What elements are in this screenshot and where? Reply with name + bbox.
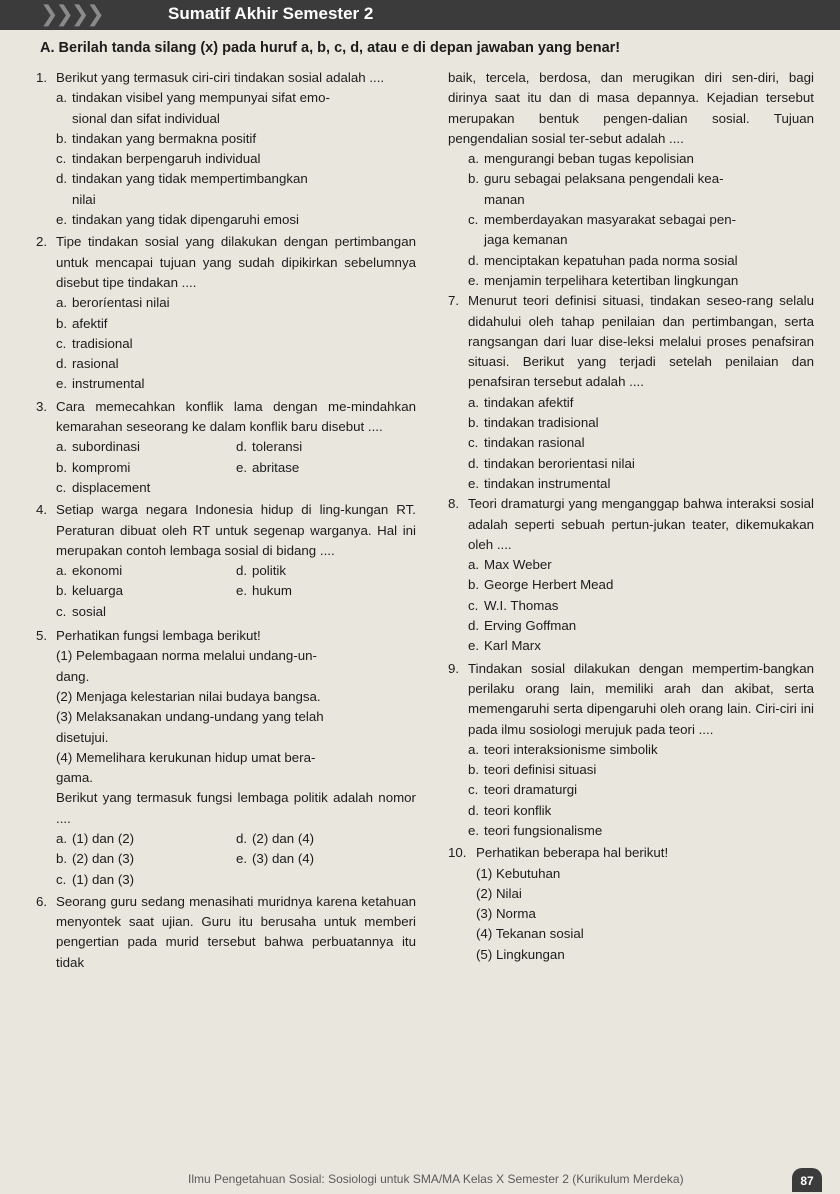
option-letter: e. xyxy=(236,459,248,475)
answer-option xyxy=(36,169,416,189)
answer-option xyxy=(56,478,246,498)
option-letter: c. xyxy=(56,871,67,887)
option-letter: e. xyxy=(468,475,480,491)
list-item: (3) Norma xyxy=(476,906,536,922)
option-text: rasional xyxy=(72,356,119,372)
answer-option xyxy=(448,780,814,800)
question-text: Berikut yang termasuk ciri-ciri tindakan sosial adalah .... xyxy=(56,70,385,85)
question-number: 6. xyxy=(36,893,48,909)
option-text: politik xyxy=(252,563,286,579)
option-letter xyxy=(468,230,484,250)
answer-option xyxy=(448,190,814,210)
question-8 xyxy=(448,494,814,555)
option-letter: b. xyxy=(468,762,480,778)
answer-option xyxy=(236,458,416,478)
answer-option xyxy=(448,801,814,821)
option-text: Erving Goffman xyxy=(484,618,577,634)
option-text: Max Weber xyxy=(484,557,552,573)
answer-option-row xyxy=(36,849,416,869)
option-letter: b. xyxy=(468,415,480,431)
list-item: disetujui. xyxy=(56,729,109,745)
option-text: tindakan visibel yang mempunyai sifat emo- xyxy=(72,90,330,106)
option-letter: a. xyxy=(56,830,68,846)
question-1 xyxy=(36,68,416,88)
option-letter: e. xyxy=(56,212,68,228)
option-letter: c. xyxy=(468,782,479,798)
question-7 xyxy=(448,291,814,392)
question-text: Berikut yang termasuk fungsi lembaga politik adalah nomor .... xyxy=(56,790,416,826)
page-title: Sumatif Akhir Semester 2 xyxy=(168,4,374,23)
option-letter: d. xyxy=(468,618,480,634)
option-letter: e. xyxy=(236,583,248,599)
answer-option xyxy=(448,230,814,250)
left-column xyxy=(36,68,416,973)
question-number: 3. xyxy=(36,398,48,414)
option-text: keluarga xyxy=(72,583,124,599)
option-text: memberdayakan masyarakat sebagai pen- xyxy=(484,212,737,228)
option-letter: d. xyxy=(468,252,480,268)
option-letter: c. xyxy=(56,479,67,495)
option-text: tindakan berorientasi nilai xyxy=(484,455,635,471)
option-letter xyxy=(56,190,72,210)
option-letter: a. xyxy=(468,557,480,573)
answer-option-row xyxy=(36,478,416,498)
answer-option-row xyxy=(36,561,416,581)
option-letter: e. xyxy=(468,822,480,838)
option-letter: b. xyxy=(468,171,480,187)
answer-option xyxy=(236,849,416,869)
option-text: instrumental xyxy=(72,376,145,392)
option-letter: e. xyxy=(236,851,248,867)
option-letter: c. xyxy=(468,597,479,613)
answer-option xyxy=(56,458,236,478)
answer-option xyxy=(448,555,814,575)
answer-option xyxy=(36,334,416,354)
instruction: A. Berilah tanda silang (x) pada huruf a, b, c, d, atau e di depan jawaban yang benar! xyxy=(40,40,621,56)
question-number: 5. xyxy=(36,628,48,644)
question-4 xyxy=(36,500,416,561)
option-text: displacement xyxy=(72,479,151,495)
option-letter: d. xyxy=(56,356,68,372)
option-letter: b. xyxy=(56,130,68,146)
option-text: tindakan yang tidak mempertimbangkan xyxy=(72,171,308,187)
answer-option xyxy=(448,393,814,413)
answer-option xyxy=(448,433,814,453)
answer-option xyxy=(56,829,236,849)
answer-option xyxy=(448,169,814,189)
answer-option xyxy=(448,740,814,760)
footer: Ilmu Pengetahuan Sosial: Sosiologi untuk SMA/MA Kelas X Semester 2 (Kurikulum Merdeka) xyxy=(188,1172,684,1186)
option-text: tindakan berpengaruh individual xyxy=(72,151,261,167)
option-letter: d. xyxy=(468,455,480,471)
list-item: dang. xyxy=(56,668,90,684)
option-text: kompromi xyxy=(72,459,131,475)
question-5 xyxy=(36,626,416,646)
answer-option xyxy=(236,581,416,601)
answer-option-row xyxy=(36,437,416,457)
answer-option xyxy=(36,293,416,313)
answer-option-row xyxy=(36,870,416,890)
question-text: Perhatikan beberapa hal berikut! xyxy=(476,845,669,861)
option-text: tindakan rasional xyxy=(484,435,585,451)
option-text: teori konflik xyxy=(484,802,552,818)
option-letter: a. xyxy=(56,439,68,455)
answer-option xyxy=(448,413,814,433)
answer-option xyxy=(448,616,814,636)
option-text: teori fungsionalisme xyxy=(484,822,603,838)
question-text: baik, tercela, berdosa, dan merugikan diri sen-diri, bagi dirinya saat itu dan di masa depannya. Kejadian tersebut merupakan bentuk pengen-dalian sosial. Tujuan pengendalian sosial ter-sebut adalah .... xyxy=(448,70,814,146)
right-column xyxy=(448,68,814,965)
question-9 xyxy=(448,659,814,740)
option-letter: a. xyxy=(468,151,480,167)
question-text: Cara memecahkan konflik lama dengan me-mindahkan kemarahan seseorang ke dalam konflik baru disebut .... xyxy=(56,398,416,435)
answer-option xyxy=(36,190,416,210)
option-letter: d. xyxy=(236,830,248,846)
list-item: (5) Lingkungan xyxy=(476,946,565,962)
page-number: 87 xyxy=(792,1168,822,1192)
answer-option-row xyxy=(36,581,416,601)
question-text: Menurut teori definisi situasi, tindakan seseo-rang selalu didahului oleh tahap penilaian dan pertimbangan, serta rangsangan dari luar dise-leksi melalui proses penafsiran situasi. Berikut yang terjadi setelah penilaian dan penafsiran tersebut adalah .... xyxy=(468,293,814,390)
list-item: (1) Pelembagaan norma melalui undang-un- xyxy=(56,648,317,664)
option-letter: c. xyxy=(56,603,67,619)
question-3 xyxy=(36,397,416,438)
question-number: 10. xyxy=(448,845,467,861)
option-text: toleransi xyxy=(252,439,303,455)
option-text: afektif xyxy=(72,315,108,331)
option-text: tindakan instrumental xyxy=(484,475,611,491)
option-text: subordinasi xyxy=(72,439,141,455)
option-text: Karl Marx xyxy=(484,638,541,654)
option-text: George Herbert Mead xyxy=(484,577,614,593)
answer-option xyxy=(36,374,416,394)
option-text: menjamin terpelihara ketertiban lingkungan xyxy=(484,272,739,288)
answer-option xyxy=(36,210,416,230)
question-number: 9. xyxy=(448,660,460,676)
answer-option xyxy=(36,88,416,108)
option-letter: a. xyxy=(468,741,480,757)
option-letter: c. xyxy=(56,335,67,351)
option-letter: b. xyxy=(56,851,68,867)
answer-option xyxy=(236,829,416,849)
answer-option xyxy=(36,149,416,169)
answer-option xyxy=(448,149,814,169)
option-letter: c. xyxy=(468,435,479,451)
question-number: 7. xyxy=(448,293,460,309)
answer-option xyxy=(448,474,814,494)
list-item: (4) Tekanan sosial xyxy=(476,926,584,942)
option-letter: d. xyxy=(236,439,248,455)
answer-option xyxy=(56,561,236,581)
option-text: teori dramaturgi xyxy=(484,782,578,798)
list-item: (3) Melaksanakan undang-undang yang telah xyxy=(56,709,324,725)
answer-option xyxy=(56,870,246,890)
option-letter: b. xyxy=(56,583,68,599)
option-letter: a. xyxy=(56,90,68,106)
header-band xyxy=(0,0,840,30)
option-letter xyxy=(468,190,484,210)
list-item: (1) Kebutuhan xyxy=(476,865,561,881)
option-letter: a. xyxy=(56,295,68,311)
question-2 xyxy=(36,232,416,293)
list-item: gama. xyxy=(56,770,93,786)
option-text: tindakan tradisional xyxy=(484,415,599,431)
question-number: 2. xyxy=(36,234,48,250)
answer-option xyxy=(56,581,236,601)
option-letter: d. xyxy=(468,802,480,818)
question-number: 4. xyxy=(36,502,48,518)
answer-option xyxy=(56,602,246,622)
option-text: tradisional xyxy=(72,335,133,351)
option-text: teori interaksionisme simbolik xyxy=(484,741,658,757)
chevrons-icon: ❯❯❯❯ xyxy=(40,2,102,27)
answer-option-row xyxy=(36,829,416,849)
option-text: menciptakan kepatuhan pada norma sosial xyxy=(484,252,738,268)
option-text: sional dan sifat individual xyxy=(72,110,220,126)
question-number: 1. xyxy=(36,70,48,85)
option-text: hukum xyxy=(252,583,292,599)
answer-option-row xyxy=(36,602,416,622)
question-6 xyxy=(36,892,416,973)
option-letter: c. xyxy=(56,151,67,167)
question-text: Perhatikan fungsi lembaga berikut! xyxy=(56,628,261,644)
answer-option xyxy=(448,210,814,230)
option-text: (1) dan (2) xyxy=(72,830,135,846)
option-letter: a. xyxy=(468,394,480,410)
question-text: Tipe tindakan sosial yang dilakukan dengan pertimbangan untuk mencapai tujuan yang sudah dipikirkan sebelumnya disebut tipe tindakan .... xyxy=(56,234,416,290)
answer-option xyxy=(56,849,236,869)
option-text: (2) dan (3) xyxy=(72,851,135,867)
option-text: sosial xyxy=(72,603,106,619)
option-text: W.I. Thomas xyxy=(484,597,559,613)
option-letter: e. xyxy=(468,638,480,654)
answer-option xyxy=(36,314,416,334)
answer-option xyxy=(448,575,814,595)
answer-option xyxy=(236,437,416,457)
question-text: Seorang guru sedang menasihati muridnya karena ketahuan menyontek saat ujian. Guru itu berusaha untuk memberi pengertian pada murid tersebut bahwa perbuatannya itu tidak xyxy=(56,893,416,970)
option-text: guru sebagai pelaksana pengendali kea- xyxy=(484,171,724,187)
option-letter: b. xyxy=(56,315,68,331)
answer-option xyxy=(36,109,416,129)
option-text: beroríentasi nilai xyxy=(72,295,170,311)
option-text: abritase xyxy=(252,459,300,475)
answer-option xyxy=(36,354,416,374)
question-number: 8. xyxy=(448,496,460,512)
answer-option xyxy=(448,454,814,474)
list-item: (2) Menjaga kelestarian nilai budaya bangsa. xyxy=(56,688,321,704)
option-text: (3) dan (4) xyxy=(252,851,315,867)
answer-option xyxy=(36,129,416,149)
option-letter: b. xyxy=(468,577,480,593)
option-text: mengurangi beban tugas kepolisian xyxy=(484,151,694,167)
answer-option xyxy=(448,636,814,656)
option-text: nilai xyxy=(72,191,96,207)
answer-option xyxy=(448,251,814,271)
option-text: manan xyxy=(484,191,525,207)
option-letter: d. xyxy=(236,563,248,579)
answer-option xyxy=(236,561,416,581)
option-text: (1) dan (3) xyxy=(72,871,135,887)
answer-option xyxy=(56,437,236,457)
option-text: ekonomi xyxy=(72,563,123,579)
option-letter: b. xyxy=(56,459,68,475)
option-text: tindakan afektif xyxy=(484,394,574,410)
option-text: (2) dan (4) xyxy=(252,830,315,846)
option-text: teori definisi situasi xyxy=(484,762,597,778)
option-letter: c. xyxy=(468,212,479,228)
list-item: (4) Memelihara kerukunan hidup umat bera- xyxy=(56,749,316,765)
list-item: (2) Nilai xyxy=(476,885,522,901)
option-text: tindakan yang bermakna positif xyxy=(72,130,257,146)
question-10 xyxy=(448,843,814,863)
answer-option xyxy=(448,271,814,291)
option-letter: e. xyxy=(56,376,68,392)
option-text: jaga kemanan xyxy=(484,232,568,248)
option-text: tindakan yang tidak dipengaruhi emosi xyxy=(72,212,299,228)
answer-option-row xyxy=(36,458,416,478)
answer-option xyxy=(448,821,814,841)
option-letter xyxy=(56,109,72,129)
question-text: Teori dramaturgi yang menganggap bahwa interaksi sosial adalah seperti sebuah pertun-jukan teater, dikemukakan oleh .... xyxy=(468,496,814,552)
answer-option xyxy=(448,596,814,616)
question-text: Tindakan sosial dilakukan dengan mempertim-bangkan perilaku orang lain, memiliki arah dan akibat, serta memengaruhi serta dipengaruhi oleh orang lain. Ciri-ciri ini pada ilmu sosiologi merujuk pada teori .... xyxy=(468,660,814,737)
option-letter: d. xyxy=(56,171,68,187)
question-text: Setiap warga negara Indonesia hidup di ling-kungan RT. Peraturan dibuat oleh RT untuk segenap warganya. Hal ini merupakan contoh lembaga sosial di bidang .... xyxy=(56,502,416,558)
option-letter: a. xyxy=(56,563,68,579)
option-letter: e. xyxy=(468,272,480,288)
answer-option xyxy=(448,760,814,780)
